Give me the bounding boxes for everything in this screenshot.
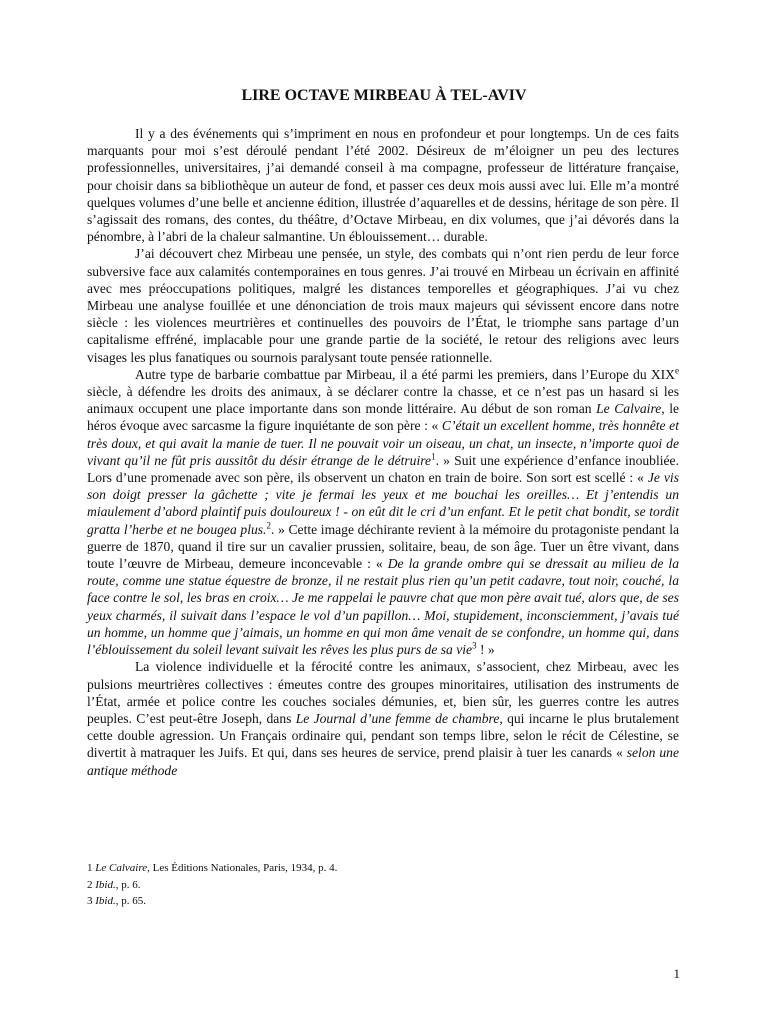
italic-span: selon une antique méthode — [87, 745, 679, 778]
superscript: 2 — [266, 520, 271, 531]
footnote-number: 2 — [87, 878, 93, 891]
italic-span: C’était un excellent homme, très honnête et très doux, et qui avait la manie de tuer. Il ne pouvait voir un oiseau, un chat, un insecte, n’importe quoi de vivant qu’il ne fût pris aussitôt du désir étrange de le détruire — [87, 418, 679, 468]
footnotes — [87, 860, 679, 910]
paragraph-3 — [87, 366, 679, 658]
text-run: Autre type de barbarie combattue par Mirbeau, il a été parmi les premiers, dans l’Europe du XIX — [135, 366, 675, 382]
text-run: , le héros évoque avec sarcasme la figure inquiétante de son père : « — [87, 401, 680, 434]
italic-span: Le Calvaire — [596, 401, 662, 417]
footnote-source-title: Le Calvaire — [95, 862, 148, 874]
italic-span: De la grande ombre qui se dressait au milieu de la route, comme une statue équestre de bronze, il ne restait plus rien qu’un petit cadavre, tout noir, couché, la face contre le sol, les bras en croix… Je me rappelai le pauvre chat que mon père avait tué, alors que, de ses yeux charmés, il suivait dans l’espace le vol d’un papillon… Moi, stupidement, inconsciemment, j’avais tué un homme, un homme que j’aimais, un homme en qui mon âme venait de se confondre, un homme qui, dans l’éblouissement du soleil levant suivait les rêves les plus purs de sa vie — [87, 556, 680, 658]
text-run: , qui incarne le plus brutalement cette double agression. Un Français ordinaire qui, pendant son temps libre, selon le récit de Célestine, se divertit à matraquer les Juifs. Et qui, dans ses heures de service, prend plaisir à tuer les canards « — [87, 710, 679, 761]
paragraph-1 — [87, 125, 679, 245]
superscript: 3 — [472, 640, 477, 651]
footnote-1 — [87, 860, 679, 877]
italic-span: Le Journal d’une femme de chambre — [295, 710, 500, 726]
document-title: LIRE OCTAVE MIRBEAU À TEL-AVIV — [241, 87, 527, 104]
paragraph-4 — [87, 658, 679, 778]
text-run: . » Cette image déchirante revient à la mémoire du protagoniste pendant la guerre de 1870, quand il tire sur un cavalier prussien, solitaire, beau, de son âge. Tuer un être vivant, dans toute l’œuvre de Mirbeau, demeure inconcevable : « — [87, 521, 679, 572]
text-run: . » Suit une expérience d’enfance inoubliée. Lors d’une promenade avec son père, ils observent un chaton en train de boire. Son sort est scellé : « — [87, 452, 679, 486]
footnote-3 — [87, 893, 679, 910]
paragraph-2 — [87, 245, 679, 365]
footnote-details: , Les Éditions Nationales, Paris, 1934, p. 4. — [147, 862, 338, 874]
italic-span: Je vis son doigt presser la gâchette ; vite je fermai les yeux et me bouchai les oreilles… Et j’entendis un miaulement d’abord plaintif puis douloureux ! - on eût dit le cri d’un enfant. Et le petit chat bondit, se tordit gratta l’herbe et ne bougea plus. — [87, 470, 679, 537]
text-run: Il y a des événements qui s’impriment en nous en profondeur et pour longtemps. Un de ces faits marquants pour moi s’est déroulé pendant l’été 2002. Désireux de m’éloigner un peu des lectures professionnelles, universitaires, j’ai demandé conseil à ma compagne, professeur de littérature française, pour choisir dans sa bibliothèque un auteur de fond, et passer ces deux mois aussi avec lui. Elle m’a montré quelques volumes d’une belle et ancienne édition, illustrée d’aquarelles et de dessins, héritage de son père. Il s’agissait des romans, des contes, du théâtre, d’Octave Mirbeau, en dix volumes, que j’ai dévorés dans la pénombre, à l’abri de la chaleur salmantine. Un éblouissement… durable. — [87, 126, 679, 245]
footnote-number: 3 — [87, 895, 93, 907]
text-run: ! » — [476, 642, 495, 658]
superscript: 1 — [431, 451, 436, 462]
footnote-source-title: Ibid. — [95, 878, 116, 891]
page-number: 1 — [673, 966, 680, 981]
superscript: e — [675, 365, 679, 376]
text-run: La violence individuelle et la férocité contre les animaux, s’associent, chez Mirbeau, avec les pulsions meurtrières collectives : émeutes contre des groupes minoritaires, utilisation des instruments de l’État, armée et police contre les couches sociales démunies, et, bien sûr, les guerres contre les autres peuples. C’est peut-être Joseph, dans — [87, 659, 679, 726]
footnote-details: , p. 6. — [115, 878, 141, 891]
footnote-number: 1 — [87, 862, 93, 874]
footnote-2 — [87, 877, 679, 894]
body-text — [87, 125, 679, 779]
footnote-source-title: Ibid. — [95, 895, 116, 907]
text-run: siècle, à défendre les droits des animaux, à se déclarer contre la chasse, et ce n’est pas un hasard si les animaux occupent une place importante dans son monde littéraire. Au début de son roman — [87, 384, 679, 417]
footnote-details: , p. 65. — [115, 895, 146, 907]
text-run: J’ai découvert chez Mirbeau une pensée, un style, des combats qui n’ont rien perdu de leur force subversive face aux calamités contemporaines en tous genres. J’ai trouvé en Mirbeau un écrivain en affinité avec mes préoccupations politiques, malgré les distances temporelles et géographiques. J’ai vu chez Mirbeau une analyse fouillée et une dénonciation de trois maux majeurs qui sévissent encore dans notre siècle : les violences meurtrières et continuelles des pouvoirs de l’État, le triomphe sans partage d’un capitalisme effréné, implacable pour une grande partie de la société, le retour des religions avec leurs visages les plus fanatiques ou sournois paralysant toute pensée rationnelle. — [87, 246, 679, 365]
